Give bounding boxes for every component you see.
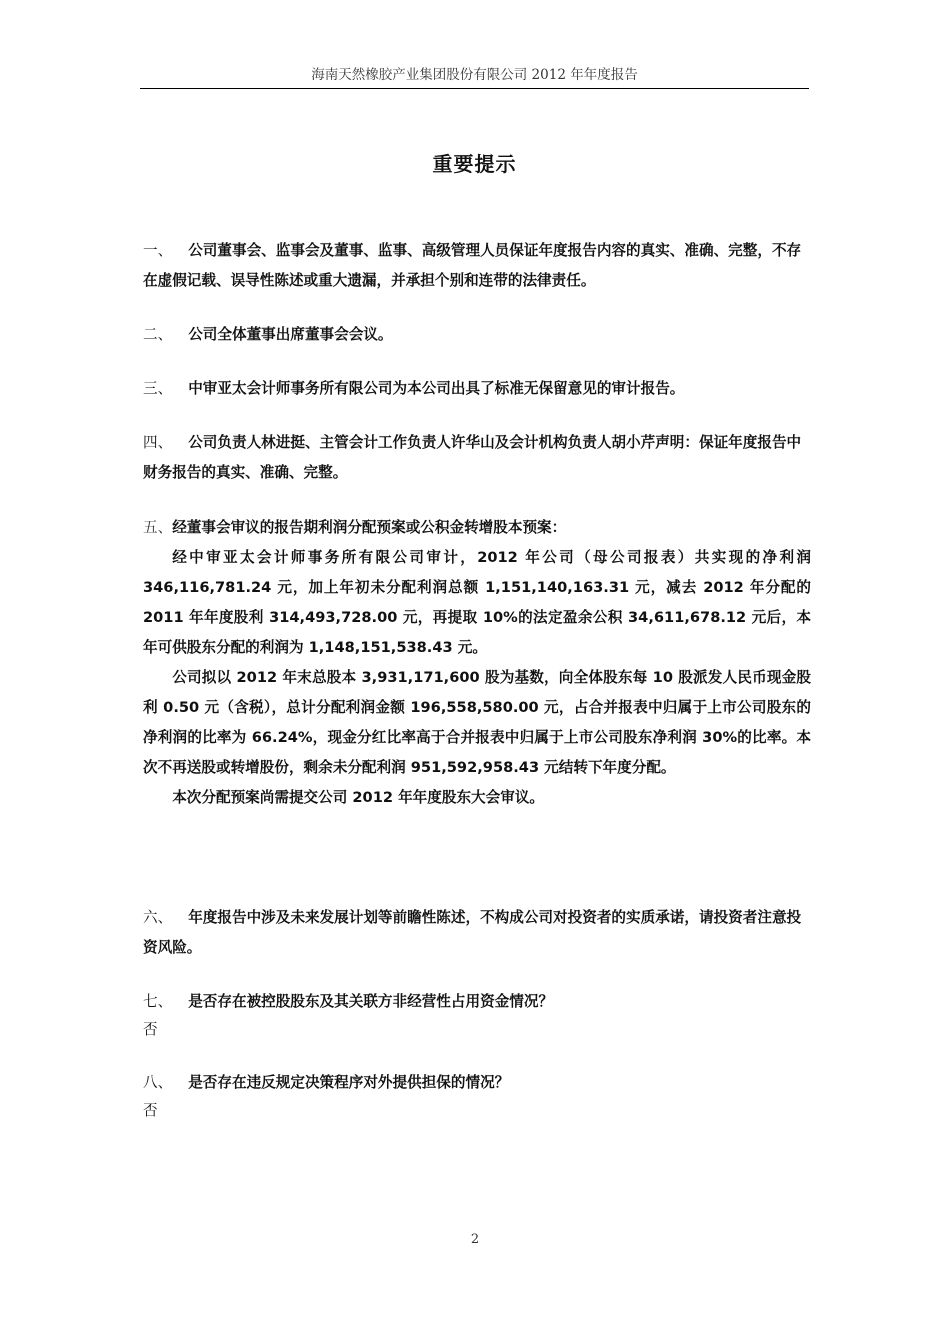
paragraph-dividend-plan: 公司拟以 2012 年末总股本 3,931,171,600 股为基数，向全体股东每 10 股派发人民币现金股利 0.50 元（含税），总计分配利润金额 196,558,580.00 元，占合并报表中归属于上市公司股东的净利润的比率为 66.24%，现金分红比率高于合并报表中归属于上市公司股东净利润 30%的比率。本次不再送股或转增股份，剩余未分配利润 951,592,958.43 元结转下年度分配。 xyxy=(143,669,811,776)
page-title: 重要提示 xyxy=(432,152,517,176)
item-answer: 否 xyxy=(143,1021,158,1038)
item-number: 五、 xyxy=(143,519,173,536)
item-text: 是否存在违反规定决策程序对外提供担保的情况？ xyxy=(188,1074,510,1091)
item-number: 四、 xyxy=(143,434,173,451)
item-text: 是否存在被控股股东及其关联方非经营性占用资金情况？ xyxy=(188,993,554,1010)
item-number: 三、 xyxy=(143,380,173,397)
item-text: 公司董事会、监事会及董事、监事、高级管理人员保证年度报告内容的真实、准确、完整，不存在虚假记载、误导性陈述或重大遗漏，并承担个别和连带的法律责任。 xyxy=(143,242,802,289)
notice-item-4 xyxy=(143,428,811,488)
paragraph-audit: 经中审亚太会计师事务所有限公司审计，2012 年公司（母公司报表）共实现的净利润 346,116,781.24 元，加上年初未分配利润总额 1,151,140,163.31 元，减去 2012 年分配的 2011 年年度股利 314,493,728.00 元，再提取 10%的法定盈余公积 34,611,678.12 元后，本年可供股东分配的利润为 1,148,151,538.43 元。 xyxy=(143,549,811,656)
page-number: 2 xyxy=(470,1232,480,1247)
running-header xyxy=(140,64,809,89)
item-answer: 否 xyxy=(143,1102,158,1119)
item-number: 一、 xyxy=(143,242,173,259)
item-number: 二、 xyxy=(143,326,173,343)
header-title: 海南天然橡胶产业集团股份有限公司 2012 年年度报告 xyxy=(311,67,638,83)
item-text: 公司全体董事出席董事会会议。 xyxy=(188,326,393,343)
notice-item-6 xyxy=(143,903,811,963)
item-text: 年度报告中涉及未来发展计划等前瞻性陈述，不构成公司对投资者的实质承诺，请投资者注意投资风险。 xyxy=(143,909,802,956)
notice-item-8 xyxy=(143,1068,811,1124)
section-heading xyxy=(143,513,811,543)
notice-item-7 xyxy=(143,987,811,1043)
section-heading-text: 经董事会审议的报告期利润分配预案或公积金转增股本预案： xyxy=(172,519,567,536)
item-text: 公司负责人林进挺、主管会计工作负责人许华山及会计机构负责人胡小芹声明：保证年度报告中财务报告的真实、准确、完整。 xyxy=(143,434,802,481)
item-number: 七、 xyxy=(143,993,173,1010)
item-number: 八、 xyxy=(143,1074,173,1091)
item-number: 六、 xyxy=(143,909,173,926)
item-text: 中审亚太会计师事务所有限公司为本公司出具了标准无保留意见的审计报告。 xyxy=(188,380,685,397)
paragraph-approval: 本次分配预案尚需提交公司 2012 年年度股东大会审议。 xyxy=(172,789,545,806)
notice-item-3 xyxy=(143,374,811,404)
profit-distribution-section xyxy=(143,513,811,813)
notice-item-2 xyxy=(143,320,811,350)
notice-item-1 xyxy=(143,236,811,296)
